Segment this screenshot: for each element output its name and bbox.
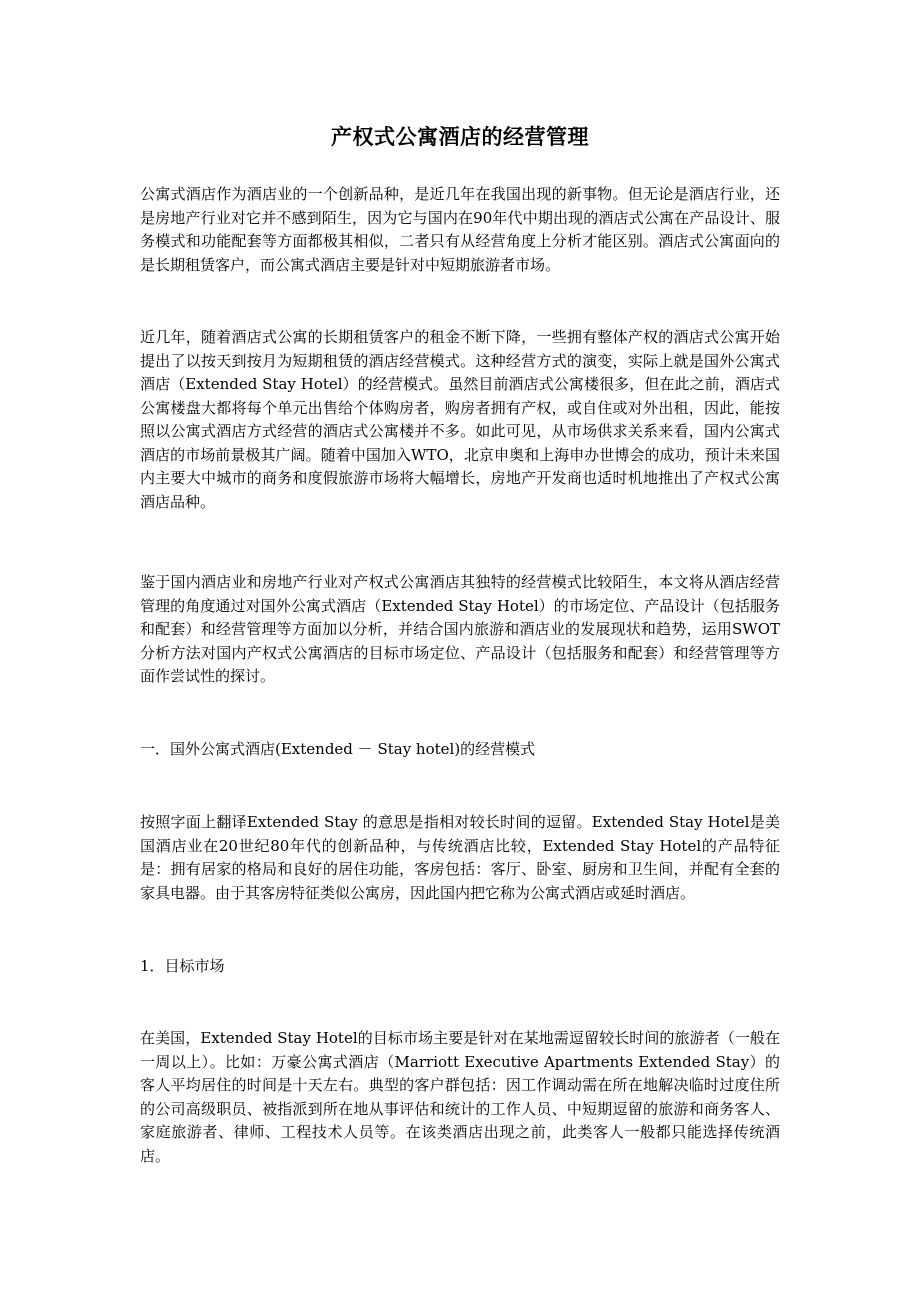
paragraph-extended-stay-definition: 按照字面上翻译Extended Stay 的意思是指相对较长时间的逗留。Extended Stay Hotel是美国酒店业在20世纪80年代的创新品种，与传统酒店比较，Extended Stay Hotel的产品特征是：拥有居家的格局和良好的居住功能，客房包括：客厅、卧室、厨房和卫生间，并配有全套的家具电器。由于其客房特征类似公寓房，因此国内把它称为公寓式酒店或延时酒店。: [140, 813, 780, 902]
section-heading-foreign-model: 一．国外公寓式酒店(Extended － Stay hotel)的经营模式: [140, 740, 536, 758]
subsection-heading-target-market: 1．目标市场: [140, 957, 225, 975]
paragraph-target-market: 在美国，Extended Stay Hotel的目标市场主要是针对在某地需逗留较长时间的旅游者（一般在一周以上）。比如：万豪公寓式酒店（Marriott Executive Apartments Extended Stay）的客人平均居住的时间是十天左右。典型的客户群包括：因工作调动需在所在地解决临时过度住所的公司高级职员、被指派到所在地从事评估和统计的工作人员、中短期逗留的旅游和商务客人、家庭旅游者、律师、工程技术人员等。在该类酒店出现之前，此类客人一般都只能选择传统酒店。: [140, 1029, 780, 1165]
paragraph-article-scope: 鉴于国内酒店业和房地产行业对产权式公寓酒店其独特的经营模式比较陌生，本文将从酒店经营管理的角度通过对国外公寓式酒店（Extended Stay Hotel）的市场定位、产品设计（包括服务和配套）和经营管理等方面加以分析，并结合国内旅游和酒店业的发展现状和趋势，运用SWOT分析方法对国内产权式公寓酒店的目标市场定位、产品设计（包括服务和配套）和经营管理等方面作尝试性的探讨。: [140, 573, 780, 685]
paragraph-recent-years: 近几年，随着酒店式公寓的长期租赁客户的租金不断下降，一些拥有整体产权的酒店式公寓开始提出了以按天到按月为短期租赁的酒店经营模式。这种经营方式的演变，实际上就是国外公寓式酒店（Extended Stay Hotel）的经营模式。虽然目前酒店式公寓楼很多，但在此之前，酒店式公寓楼盘大都将每个单元出售给个体购房者，购房者拥有产权，或自住或对外出租，因此，能按照以公寓式酒店方式经营的酒店式公寓楼并不多。如此可见，从市场供求关系来看，国内公寓式酒店的市场前景极其广阔。随着中国加入WTO，北京申奥和上海申办世博会的成功，预计未来国内主要大中城市的商务和度假旅游市场将大幅增长，房地产开发商也适时机地推出了产权式公寓酒店品种。: [140, 328, 780, 511]
paragraph-intro: 公寓式酒店作为酒店业的一个创新品种，是近几年在我国出现的新事物。但无论是酒店行业，还是房地产行业对它并不感到陌生，因为它与国内在90年代中期出现的酒店式公寓在产品设计、服务模式和功能配套等方面都极其相似，二者只有从经营角度上分析才能区别。酒店式公寓面向的是长期租赁客户，而公寓式酒店主要是针对中短期旅游者市场。: [140, 185, 780, 274]
document-title: 产权式公寓酒店的经营管理: [331, 124, 589, 149]
